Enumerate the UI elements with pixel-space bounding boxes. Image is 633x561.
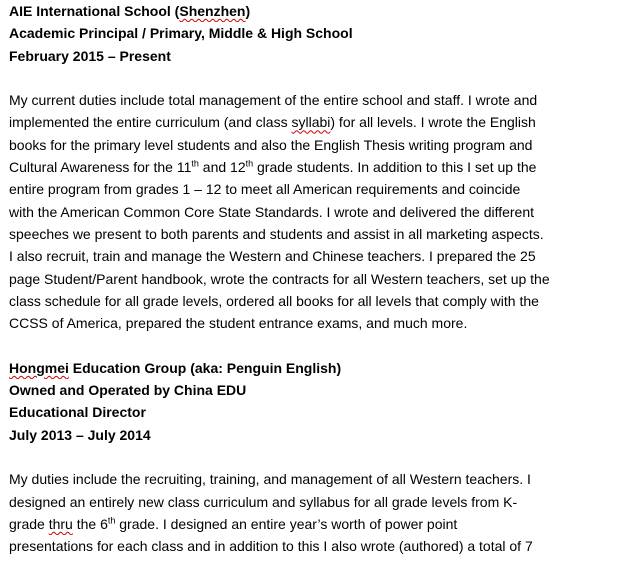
job1-desc-sup: th [245, 158, 254, 169]
job1-desc-line: speeches we present to both parents and students and assist in all marketing aspects. [9, 225, 544, 242]
job1-desc-line [9, 156, 627, 178]
job2-dates: July 2013 – July 2014 [9, 426, 151, 443]
job2-desc-post2: grade. I designed an entire year’s worth of power point [115, 515, 458, 532]
job1-desc-line: entire program from grades 1 – 12 to meet all American requirements and coincide [9, 181, 521, 198]
job1-desc-post: ) for all levels. I wrote the English [330, 114, 536, 131]
job1-desc-line: class schedule for all grade levels, ordered all books for all levels that comply with the [9, 292, 539, 309]
job1-desc-line: CCSS of America, prepared the student entrance exams, and much more. [9, 315, 468, 332]
job2-employer-post: Education Group (aka: Penguin English) [68, 359, 342, 376]
job1-desc-line: My current duties include total management of the entire school and staff. I wrote and [9, 92, 538, 109]
job1-description [9, 89, 627, 334]
job1-desc-mark: syllabi [291, 114, 331, 131]
spacer [9, 446, 627, 468]
spacer [9, 67, 627, 89]
job2-owner: Owned and Operated by China EDU [9, 382, 247, 399]
job2-employer-mark: Hongmei [9, 359, 69, 376]
job1-desc-text: Cultural Awareness for the 11 [9, 159, 192, 176]
job1-dates: February 2015 – Present [9, 47, 171, 64]
job1-desc-line: page Student/Parent handbook, wrote the contracts for all Western teachers, set up the [9, 270, 550, 287]
job2-desc-post: the 6 [72, 515, 108, 532]
job1-employer-post: ) [245, 3, 251, 19]
job1-desc-line: with the American Common Core State Standards. I wrote and delivered the different [9, 203, 535, 220]
job2-desc-text: grade [9, 515, 49, 532]
job2-desc-sup: th [107, 515, 116, 526]
job1-desc-line: I also recruit, train and manage the Western and Chinese teachers. I prepared the 25 [9, 248, 536, 265]
job2-position: Educational Director [9, 404, 146, 421]
job2-employer [9, 357, 627, 379]
job1-employer [9, 0, 627, 22]
job1-desc-line: books for the primary level students and also the English Thesis writing program and [9, 136, 533, 153]
job1-desc-sup: th [191, 158, 199, 169]
job1-employer-pre: AIE International School ( [9, 3, 180, 19]
job2-desc-mark: thru [48, 515, 73, 532]
job1-employer-mark: Shenzhen [179, 3, 246, 19]
job1-position: Academic Principal / Primary, Middle & High School [9, 25, 353, 42]
job2-desc-line [9, 513, 627, 535]
job2-desc-line: designed an entirely new class curriculum and syllabus for all grade levels from K- [9, 493, 518, 510]
resume-page [9, 0, 627, 557]
job2-desc-line: My duties include the recruiting, training, and management of all Western teachers. I [9, 471, 531, 488]
job1-desc-mid: and 12 [198, 159, 246, 176]
job2-description [9, 468, 627, 557]
job1-desc-text: implemented the entire curriculum (and class [9, 114, 292, 131]
job1-desc-post: grade students. In addition to this I set up the [253, 159, 537, 176]
job2-desc-line: presentations for each class and in addition to this I also wrote (authored) a total of 7 [9, 538, 533, 555]
job1-desc-line [9, 111, 627, 133]
spacer [9, 334, 627, 356]
